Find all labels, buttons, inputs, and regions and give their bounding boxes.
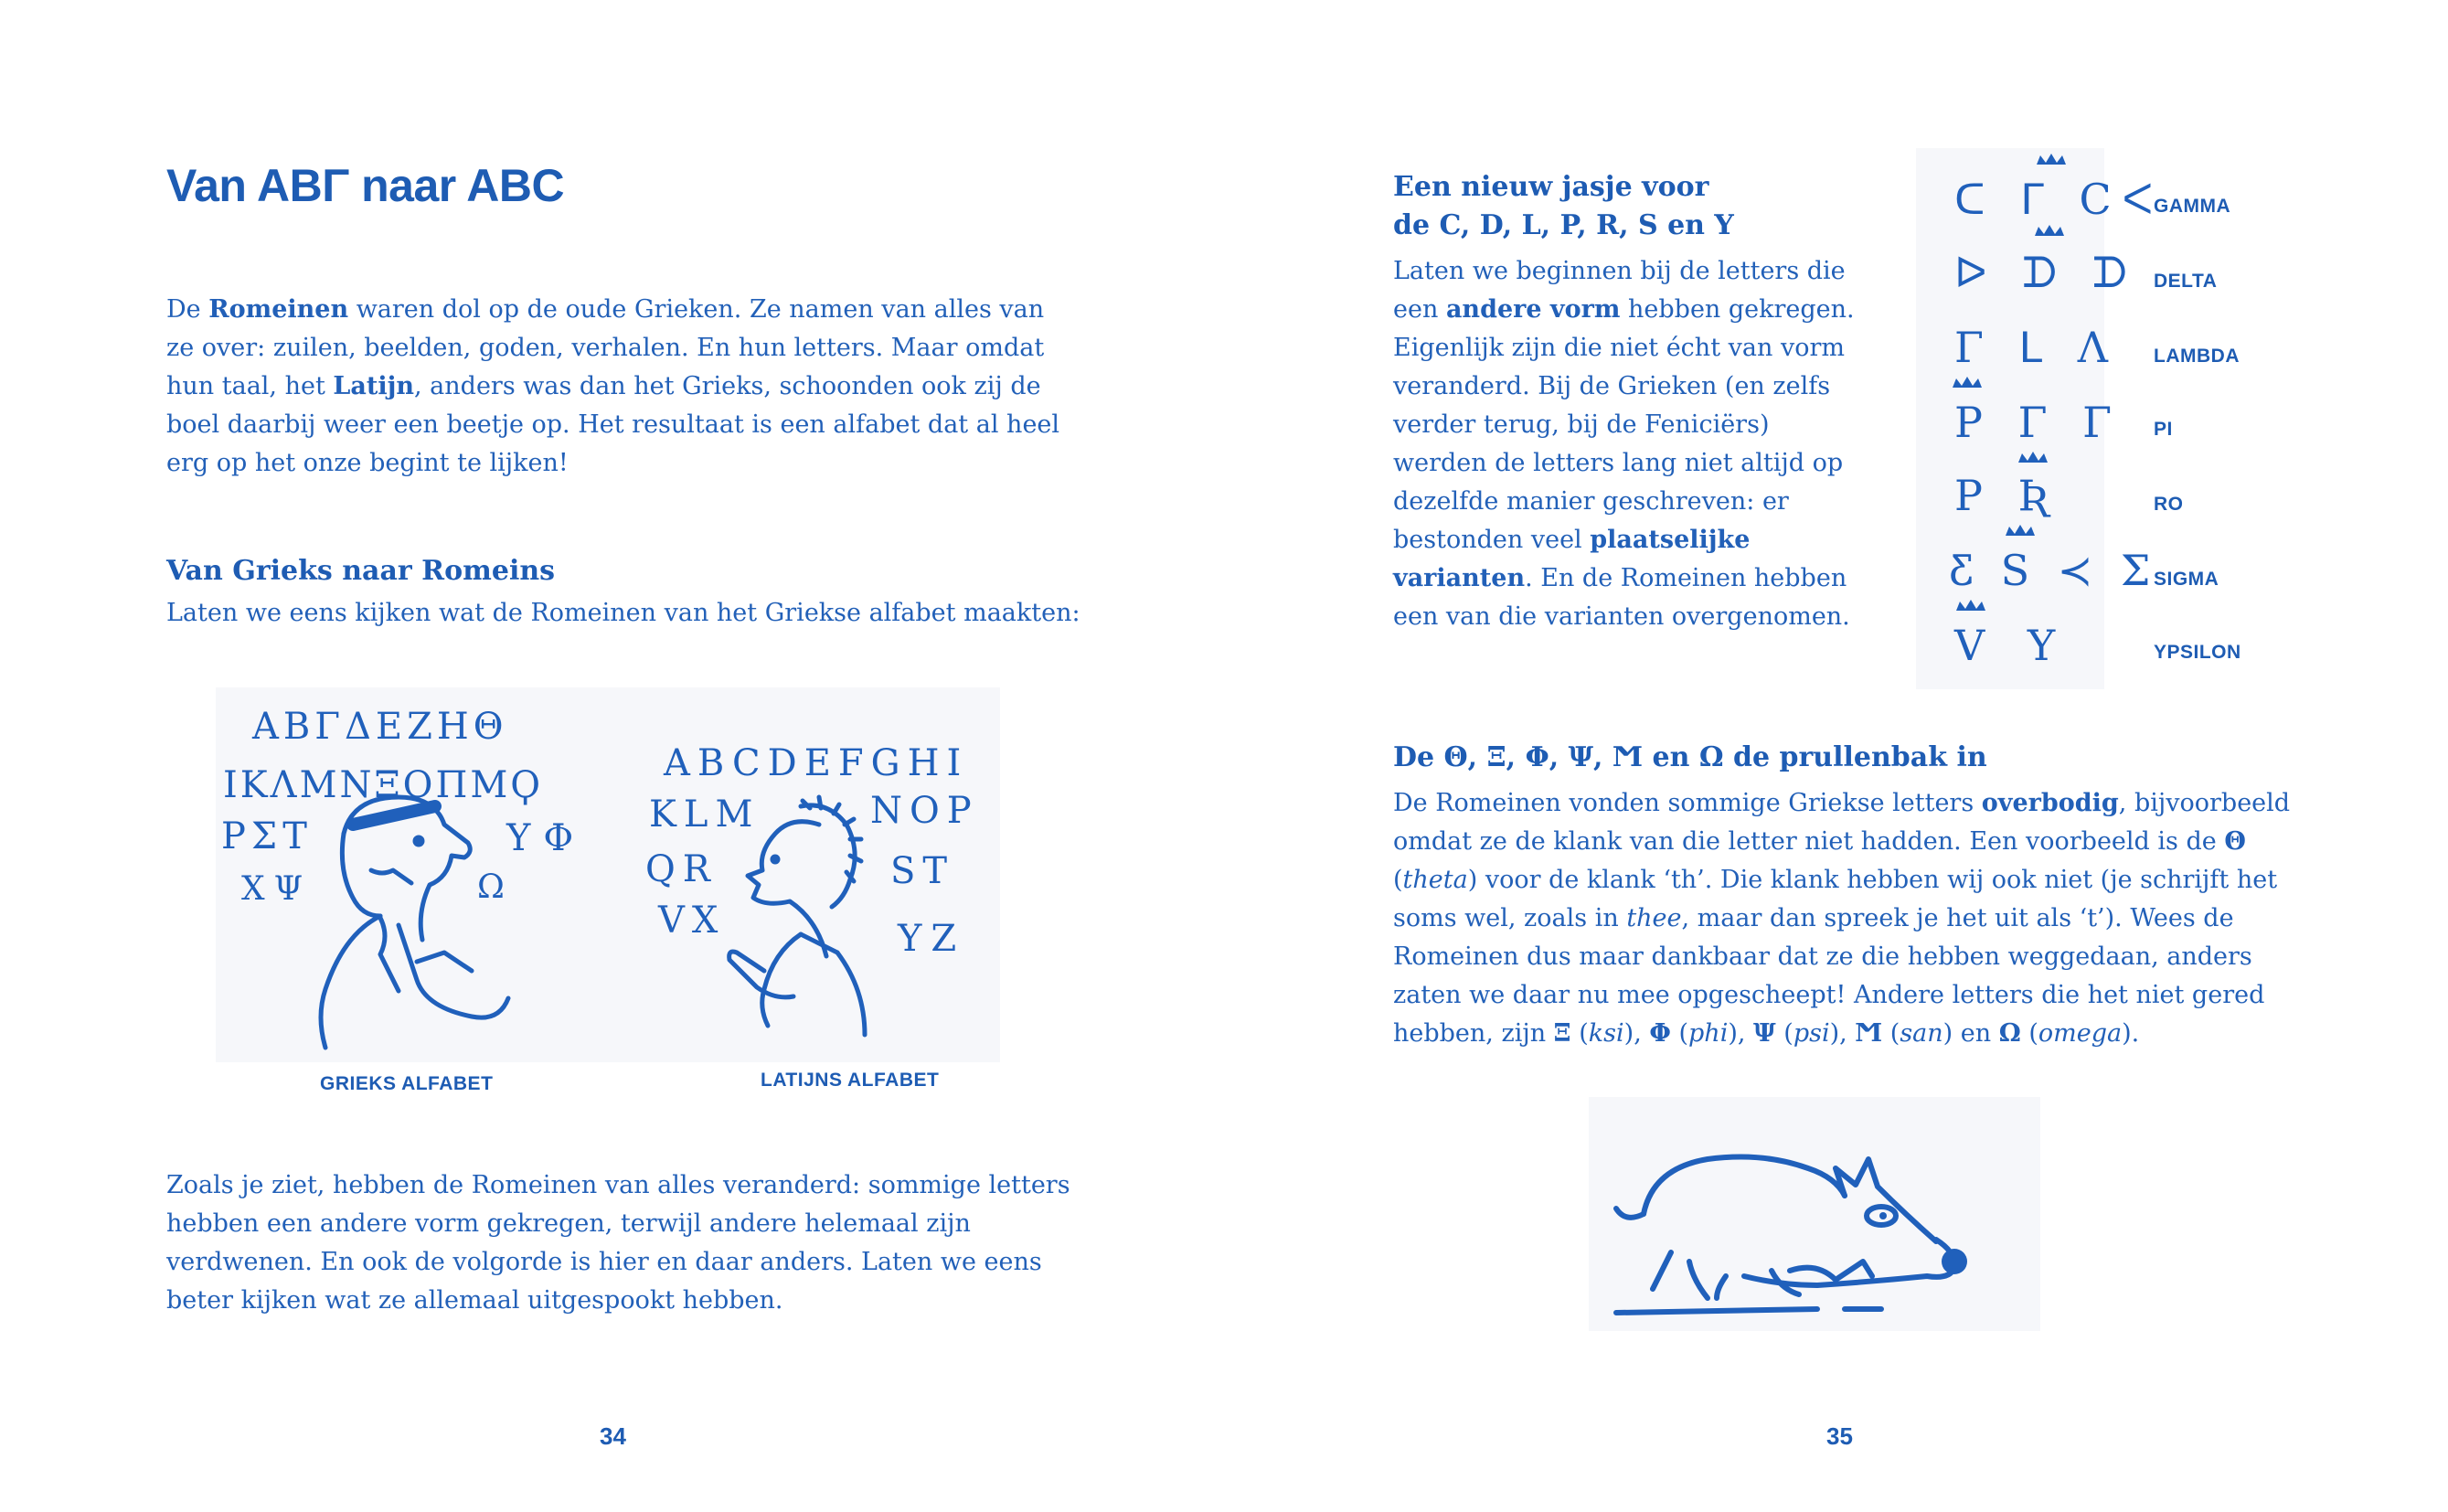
latin-alphabet-caption: LATIJNS ALFABET	[761, 1070, 940, 1091]
variant-glyphs-ro: Ρ Ʀ	[1954, 471, 2061, 520]
subheading-text: Laten we eens kijken wat de Romeinen van het Griekse alfabet maakten:	[166, 599, 1080, 627]
section2-bold-psi-letter: Ψ	[1753, 1019, 1776, 1048]
variant-label-lambda: LAMBDA	[2154, 346, 2240, 367]
dog-illustration-svg	[1589, 1097, 2040, 1331]
section2-bold-theta-letter: Θ	[2224, 827, 2246, 856]
latin-letters-row-6: VX	[658, 900, 726, 942]
section2-text: , maar dan spreek je het uit als ‘t’). Wees de Romeinen dus maar dankbaar dat ze die hebben weggedaan, anders zaten we daar nu mee opgescheept! Andere letters die het niet gered hebben, zijn	[1393, 904, 2265, 1048]
section2-paragraph	[1393, 784, 2298, 1053]
section2-text: ),	[1623, 1019, 1650, 1048]
section2-italic-ksi: ksi	[1588, 1019, 1624, 1048]
section1-text: hebben gekregen. Eigenlijk zijn die niet écht van vorm veranderd. Bij de Grieken (en zelfs verder terug, bij de Feniciërs) werden de letters lang niet altijd op dezelfde manier geschreven: er bestonden veel	[1393, 295, 1855, 554]
section2-bold-san-letter: Ϻ	[1855, 1019, 1883, 1048]
crown-icon	[1956, 600, 1985, 611]
crown-icon	[2037, 154, 2066, 165]
section2-text: (	[1570, 1019, 1589, 1048]
variant-label-pi: PI	[2154, 419, 2173, 440]
crown-icon	[2035, 225, 2064, 236]
greek-letters-row-5: ΧΨ	[241, 870, 313, 908]
variant-glyphs-delta: ᐅ ᗪ ᗪ	[1954, 248, 2138, 297]
latin-letters-row-5: ST	[890, 850, 955, 892]
latin-letters-row-3: NOP	[870, 790, 979, 832]
section1-heading-line2: de C, D, L, P, R, S en Y	[1393, 209, 1734, 241]
variant-label-sigma: SIGMA	[2154, 569, 2219, 590]
latin-letters-row-7: YZ	[898, 918, 966, 960]
dog-eye	[1879, 1212, 1887, 1219]
section2-text: (	[1393, 866, 1403, 894]
section2-text: (	[1882, 1019, 1900, 1048]
variant-glyphs-lambda: Γ ᒪ Λ	[1954, 323, 2120, 372]
variant-label-ypsilon: YPSILON	[2154, 642, 2241, 663]
section2-text: ) en	[1942, 1019, 1999, 1048]
section2-text: De Romeinen vonden sommige Griekse letters	[1393, 789, 1982, 817]
crown-icon	[1953, 377, 1982, 388]
section2-italic-phi: phi	[1688, 1019, 1729, 1048]
section2-bold-overbodig: overbodig	[1981, 789, 2119, 817]
crown-icon	[2018, 452, 2048, 463]
section2-italic-san: san	[1900, 1019, 1943, 1048]
greek-letters-row-6: Ω	[477, 868, 505, 906]
variant-label-ro: RO	[2154, 494, 2184, 515]
page-number-left: 34	[600, 1422, 626, 1450]
section1-paragraph	[1393, 252, 1856, 636]
greek-alphabet-caption: GRIEKS ALFABET	[320, 1073, 494, 1094]
subheading-grieks-romeins: Van Grieks naar Romeins	[166, 555, 556, 587]
section2-heading: De Θ, Ξ, Φ, Ψ, Ϻ en Ω de prullenbak in	[1393, 741, 1987, 773]
section1-heading-line1: Een nieuw jasje voor	[1393, 171, 1709, 203]
intro-bold-romeinen: Romeinen	[208, 295, 349, 324]
section2-text: , bijvoorbeeld omdat ze de klank van die letter niet hadden. Een voorbeeld is de	[1393, 789, 2291, 856]
page-title: Van ABΓ naar ABC	[166, 160, 565, 211]
intro-bold-latijn: Latijn	[333, 372, 415, 400]
greek-man-drawing	[321, 797, 508, 1048]
variant-label-delta: DELTA	[2154, 271, 2218, 292]
section1-text: . En de Romeinen hebben een van die varianten overgenomen.	[1393, 564, 1850, 631]
section2-bold-phi-letter: Φ	[1649, 1019, 1671, 1048]
section2-text: (	[1670, 1019, 1689, 1048]
section2-text: ),	[1829, 1019, 1856, 1048]
section2-italic-omega: omega	[2038, 1019, 2123, 1048]
dog-drawing	[1616, 1157, 1954, 1313]
dog-illustration	[1589, 1097, 2040, 1331]
greek-letters-row-3: ΡΣΤ	[221, 815, 313, 857]
section1-text: Laten we beginnen bij de letters die een	[1393, 257, 1846, 324]
outro-paragraph: Zoals je ziet, hebben de Romeinen van alles veranderd: sommige letters hebben een andere vorm gekregen, terwijl andere helemaal zijn verdwenen. En ook de volgorde is hier en daar anders. Laten we eens beter kijken wat ze allemaal uitgespookt hebben.	[166, 1171, 1070, 1315]
section2-text: ) voor de klank ‘th’. Die klank hebben wij ook niet (je schrijft het soms wel, zoals in	[1393, 866, 2278, 932]
latin-letters-row-1: ABCDEFGHI	[664, 742, 969, 784]
section2-text: (	[2020, 1019, 2038, 1048]
section2-italic-theta: theta	[1402, 866, 1468, 894]
intro-paragraph	[166, 291, 1071, 483]
variant-glyphs-gamma: ᑕ ᒥ Cᐸ	[1954, 175, 2165, 224]
section1-bold-andere-vorm: andere vorm	[1445, 295, 1621, 324]
greek-letters-row-2: ΙΚΛΜΝΞΟΠΜϘ	[223, 764, 544, 806]
latin-letters-row-2: KLM	[649, 793, 761, 836]
alphabet-illustration	[216, 687, 1000, 1062]
section2-bold-ksi-letter: Ξ	[1553, 1019, 1571, 1048]
intro-text: , anders was dan het Grieks, schoonden ook zij de boel daarbij weer een beetje op. Het resultaat is een alfabet dat al heel erg op het onze begint te lijken!	[166, 372, 1060, 477]
variant-glyphs-pi: Ρ Γ Γ	[1954, 398, 2123, 447]
greek-letters-row-4: ΥΦ	[506, 817, 587, 859]
section1-bold-varianten: plaatselijke varianten	[1393, 526, 1751, 592]
greek-letters-row-1: ΑΒΓΔΕΖΗΘ	[252, 706, 508, 748]
dog-nose	[1942, 1249, 1967, 1274]
page-number-right: 35	[1826, 1422, 1853, 1450]
section2-text: ),	[1728, 1019, 1754, 1048]
intro-text: De	[166, 295, 209, 324]
crown-icon	[2006, 525, 2035, 536]
intro-text: waren dol op de oude Grieken. Ze namen van alles van ze over: zuilen, beelden, goden, verhalen. En hun letters. Maar omdat hun taal, het	[166, 295, 1045, 400]
latin-letters-row-4: QR	[645, 848, 718, 890]
section2-italic-psi: psi	[1793, 1019, 1830, 1048]
variant-label-gamma: GAMMA	[2154, 196, 2231, 217]
variant-glyphs-ypsilon: V Y	[1954, 621, 2070, 670]
section2-italic-thee: thee	[1626, 904, 1682, 932]
section2-text: (	[1775, 1019, 1793, 1048]
section2-bold-omega-letter: Ω	[1998, 1019, 2021, 1048]
section2-text: ).	[2122, 1019, 2140, 1048]
section1-heading	[1393, 168, 1734, 245]
variant-glyphs-sigma: Ƹ S ≺ Σ	[1949, 546, 2158, 595]
alphabet-illustration-svg	[216, 687, 1000, 1062]
